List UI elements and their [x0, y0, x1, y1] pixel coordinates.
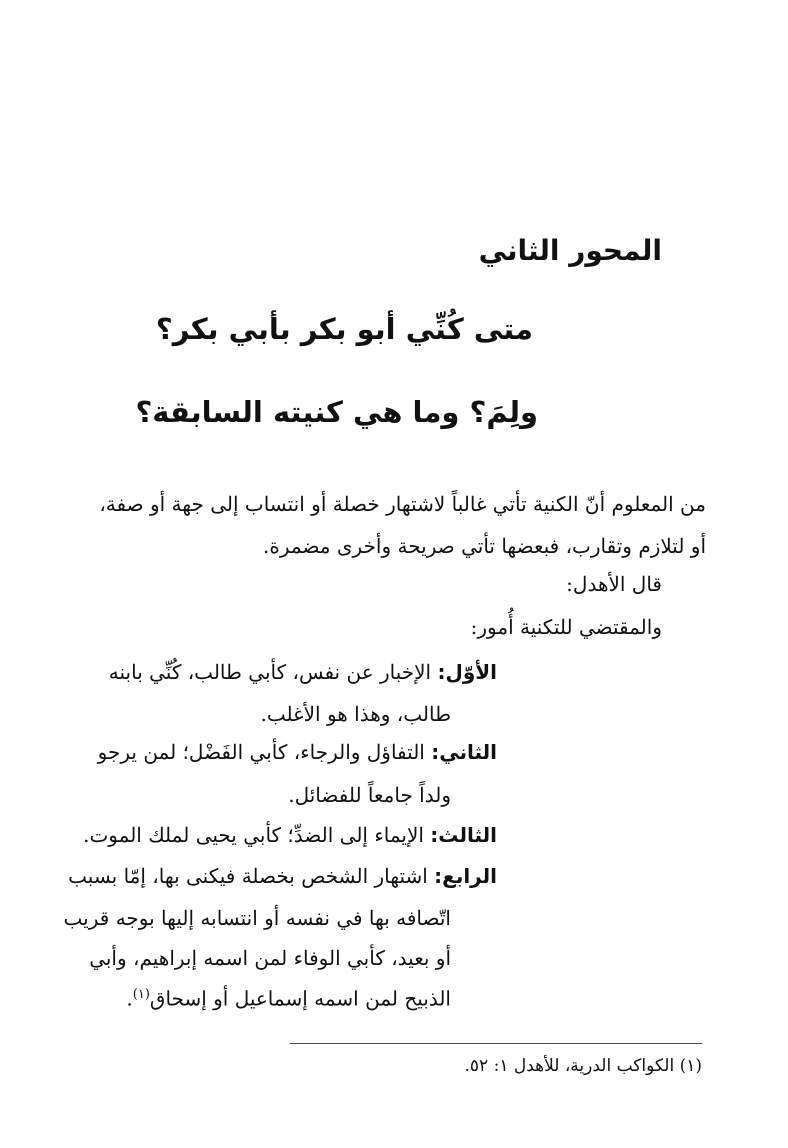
list-item-continuation: ولداً جامعاً للفضائل.: [288, 783, 451, 807]
item-label: الرابع:: [434, 864, 497, 888]
list-item-continuation: [126, 988, 451, 1009]
list-intro: والمقتضي للتكنية أُمور:: [470, 615, 662, 639]
list-item-continuation: طالب، وهذا هو الأغلب.: [260, 702, 451, 726]
footnote-divider: [290, 1043, 702, 1044]
question-heading-2: ولِمَ؟ وما هي كنيته السابقة؟: [135, 395, 538, 429]
list-item-third: [83, 825, 497, 845]
item-text: التفاؤل والرجاء، كأبي الفَضْل؛ لمن يرجو: [97, 740, 432, 764]
item-text-end: .: [126, 986, 133, 1011]
question-heading-1: متى كُنِّي أبو بكر بأبي بكر؟: [155, 312, 533, 346]
paragraph-line: أو لتلازم وتقارب، فبعضها تأتي صريحة وأخرى مضمرة.: [263, 534, 706, 558]
item-label: الأوّل:: [437, 660, 497, 684]
footnote: (١) الكواكب الدرية، للأهدل ١: ٥٢.: [464, 1056, 702, 1076]
item-text: الذبيح لمن اسمه إسماعيل أو إسحاق: [149, 986, 451, 1011]
quote-intro: قال الأهدل:: [566, 572, 662, 596]
item-label: الثاني:: [431, 740, 497, 764]
footnote-reference[interactable]: (١): [132, 987, 150, 1002]
list-item-first: [109, 662, 497, 682]
list-item-continuation: اتّصافه بها في نفسه أو انتسابه إليها بوجه قريب: [63, 906, 451, 930]
list-item-continuation: أو بعيد، كأبي الوفاء لمن اسمه إبراهيم، وأبي: [89, 946, 451, 970]
list-item-second: [98, 742, 497, 762]
item-text: الإخبار عن نفس، كأبي طالب، كُنِّي بابنه: [108, 660, 438, 684]
item-label: الثالث:: [430, 823, 497, 847]
paragraph-line: من المعلوم أنّ الكنية تأتي غالباً لاشتهار خصلة أو انتساب إلى جهة أو صفة،: [99, 492, 706, 516]
item-text: الإيماء إلى الضدِّ؛ كأبي يحيى لملك الموت.: [83, 823, 431, 847]
list-item-fourth: [68, 866, 497, 886]
item-text: اشتهار الشخص بخصلة فيكنى بها، إمّا بسبب: [68, 864, 435, 888]
axis-title: المحور الثاني: [478, 234, 662, 267]
